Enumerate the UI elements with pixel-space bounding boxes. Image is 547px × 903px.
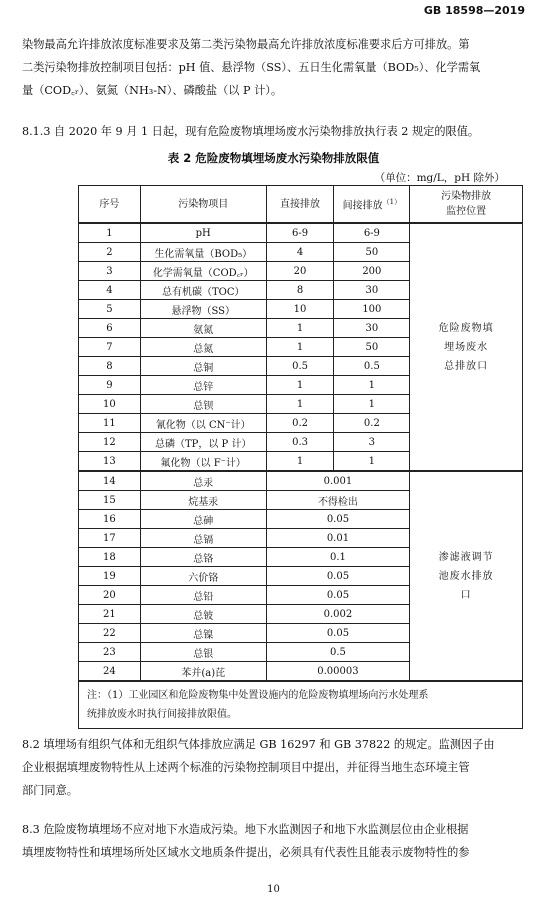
paragraph-8-2 xyxy=(22,733,527,802)
cell-item: 总铬 xyxy=(140,548,266,567)
monitor-line: 渗滤液调节 xyxy=(438,551,494,563)
cell-direct: 8 xyxy=(266,281,334,300)
cell-no: 3 xyxy=(79,262,141,281)
text-line: 填埋废物特性和填埋场所处区域水文地质条件提出，必须具有代表性且能表示废物特性的参 xyxy=(22,846,470,859)
cell-item: 氟化物（以 F⁻计） xyxy=(140,452,266,472)
cell-indirect: 3 xyxy=(334,433,410,452)
cell-item: 苯并(a)芘 xyxy=(140,662,266,682)
text-line: 企业根据填埋废物特性从上述两个标准的污染物控制项目中提出，并征得当地生态环境主管 xyxy=(22,761,470,774)
cell-item: 总铅 xyxy=(140,586,266,605)
footnote-line: 注：（1）工业园区和危险废物集中处置设施内的危险废物填埋场向污水处理系 xyxy=(87,690,429,701)
cell-no: 4 xyxy=(79,281,141,300)
cell-indirect: 0.5 xyxy=(334,357,410,376)
cell-no: 18 xyxy=(79,548,141,567)
cell-value: 不得检出 xyxy=(266,491,410,510)
standard-code: GB 18598—2019 xyxy=(423,4,525,17)
cell-no: 9 xyxy=(79,376,141,395)
cell-direct: 0.5 xyxy=(266,357,334,376)
cell-no: 21 xyxy=(79,605,141,624)
cell-indirect: 6-9 xyxy=(334,223,410,243)
header-direct: 直接排放 xyxy=(266,186,334,224)
cell-item: 总磷（TP，以 P 计） xyxy=(140,433,266,452)
cell-no: 14 xyxy=(79,471,141,491)
table-header-row xyxy=(79,186,523,224)
cell-direct: 1 xyxy=(266,395,334,414)
table-title: 表 2 危险废物填埋场废水污染物排放限值 xyxy=(167,151,380,165)
table-row xyxy=(79,223,523,243)
cell-value: 0.05 xyxy=(266,586,410,605)
monitor-line: 埋场废水 xyxy=(444,341,489,353)
cell-indirect: 30 xyxy=(334,281,410,300)
cell-direct: 0.2 xyxy=(266,414,334,433)
cell-no: 1 xyxy=(79,223,141,243)
cell-item: 总锌 xyxy=(140,376,266,395)
cell-value: 0.05 xyxy=(266,510,410,529)
cell-no: 7 xyxy=(79,338,141,357)
cell-indirect: 0.2 xyxy=(334,414,410,433)
text-line: 8.2 填埋场有组织气体和无组织气体排放应满足 GB 16297 和 GB 37822 的规定。监测因子由 xyxy=(22,738,495,751)
cell-indirect: 50 xyxy=(334,243,410,262)
cell-no: 5 xyxy=(79,300,141,319)
header-indirect xyxy=(334,186,410,224)
cell-value: 0.01 xyxy=(266,529,410,548)
cell-indirect: 1 xyxy=(334,376,410,395)
cell-no: 8 xyxy=(79,357,141,376)
cell-item: 六价铬 xyxy=(140,567,266,586)
cell-no: 12 xyxy=(79,433,141,452)
cell-item: 总砷 xyxy=(140,510,266,529)
cell-no: 16 xyxy=(79,510,141,529)
cell-item: pH xyxy=(140,223,266,243)
cell-no: 15 xyxy=(79,491,141,510)
cell-no: 19 xyxy=(79,567,141,586)
header-monitor-line: 污染物排放 xyxy=(441,191,492,202)
paragraph-8-3 xyxy=(22,818,527,864)
cell-item: 总有机碳（TOC） xyxy=(140,281,266,300)
monitor-line: 危险废物填 xyxy=(438,322,494,334)
cell-no: 10 xyxy=(79,395,141,414)
cell-value: 0.1 xyxy=(266,548,410,567)
header-indirect-footnote: （1） xyxy=(382,197,402,206)
table-note-row xyxy=(79,681,523,729)
page-number: 10 xyxy=(267,884,280,895)
cell-indirect: 30 xyxy=(334,319,410,338)
cell-item: 总氮 xyxy=(140,338,266,357)
cell-item: 化学需氧量（COD꜀ᵣ） xyxy=(140,262,266,281)
text-line: 量（COD꜀ᵣ）、氨氮（NH₃-N）、磷酸盐（以 P 计）。 xyxy=(22,84,283,97)
cell-no: 11 xyxy=(79,414,141,433)
cell-item: 总钡 xyxy=(140,395,266,414)
monitor-line: 池废水排放 xyxy=(438,570,494,582)
cell-direct: 1 xyxy=(266,319,334,338)
cell-value: 0.05 xyxy=(266,567,410,586)
monitor-location-leachate-outlet xyxy=(410,471,523,681)
text-line: 二类污染物排放控制项目包括：pH 值、悬浮物（SS）、五日生化需氧量（BOD₅）、化学需氧 xyxy=(22,61,481,74)
cell-no: 6 xyxy=(79,319,141,338)
monitor-line: 总排放口 xyxy=(444,360,489,372)
footnote-line: 统排放废水时执行间接排放限值。 xyxy=(87,709,237,720)
cell-direct: 20 xyxy=(266,262,334,281)
cell-value: 0.5 xyxy=(266,643,410,662)
cell-item: 总铜 xyxy=(140,357,266,376)
header-monitor xyxy=(410,186,523,224)
cell-indirect: 100 xyxy=(334,300,410,319)
cell-direct: 0.3 xyxy=(266,433,334,452)
cell-item: 氰化物（以 CN⁻计） xyxy=(140,414,266,433)
cell-direct: 6-9 xyxy=(266,223,334,243)
text-line: 染物最高允许排放浓度标准要求及第二类污染物最高允许排放浓度标准要求后方可排放。第 xyxy=(22,38,470,51)
cell-item: 总银 xyxy=(140,643,266,662)
header-no: 序号 xyxy=(79,186,141,224)
cell-item: 悬浮物（SS） xyxy=(140,300,266,319)
cell-item: 总铍 xyxy=(140,605,266,624)
monitor-location-landfill-outlet xyxy=(410,223,523,471)
cell-item: 总镍 xyxy=(140,624,266,643)
cell-item: 生化需氧量（BOD₅） xyxy=(140,243,266,262)
cell-no: 17 xyxy=(79,529,141,548)
monitor-line: 口 xyxy=(460,589,472,601)
unit-note: （单位：mg/L，pH 除外） xyxy=(374,172,505,184)
cell-item: 总汞 xyxy=(140,471,266,491)
cell-indirect: 1 xyxy=(334,395,410,414)
cell-direct: 1 xyxy=(266,338,334,357)
header-indirect-label: 间接排放 xyxy=(342,200,383,212)
cell-direct: 4 xyxy=(266,243,334,262)
cell-no: 20 xyxy=(79,586,141,605)
table-row xyxy=(79,471,523,491)
header-monitor-line: 监控位置 xyxy=(446,206,487,217)
cell-no: 2 xyxy=(79,243,141,262)
cell-direct: 1 xyxy=(266,376,334,395)
cell-value: 0.05 xyxy=(266,624,410,643)
cell-indirect: 50 xyxy=(334,338,410,357)
header-item: 污染物项目 xyxy=(140,186,266,224)
text-line: 部门同意。 xyxy=(22,784,78,797)
emission-limits-table xyxy=(78,185,523,729)
paragraph-8-1-3: 8.1.3 自 2020 年 9 月 1 日起，现有危险废物填埋场废水污染物排放执行表 2 规定的限值。 xyxy=(22,125,480,138)
cell-no: 13 xyxy=(79,452,141,472)
cell-no: 24 xyxy=(79,662,141,682)
cell-no: 23 xyxy=(79,643,141,662)
cell-item: 总镉 xyxy=(140,529,266,548)
cell-value: 0.001 xyxy=(266,471,410,491)
cell-no: 22 xyxy=(79,624,141,643)
paragraph-8-1-2-continued xyxy=(22,33,527,102)
cell-direct: 10 xyxy=(266,300,334,319)
cell-item: 烷基汞 xyxy=(140,491,266,510)
cell-value: 0.00003 xyxy=(266,662,410,682)
text-line: 8.3 危险废物填埋场不应对地下水造成污染。地下水监测因子和地下水监测层位由企业根据 xyxy=(22,823,469,836)
cell-item: 氨氮 xyxy=(140,319,266,338)
cell-indirect: 200 xyxy=(334,262,410,281)
cell-indirect: 1 xyxy=(334,452,410,472)
cell-value: 0.002 xyxy=(266,605,410,624)
cell-direct: 1 xyxy=(266,452,334,472)
table-footnote xyxy=(79,681,523,729)
